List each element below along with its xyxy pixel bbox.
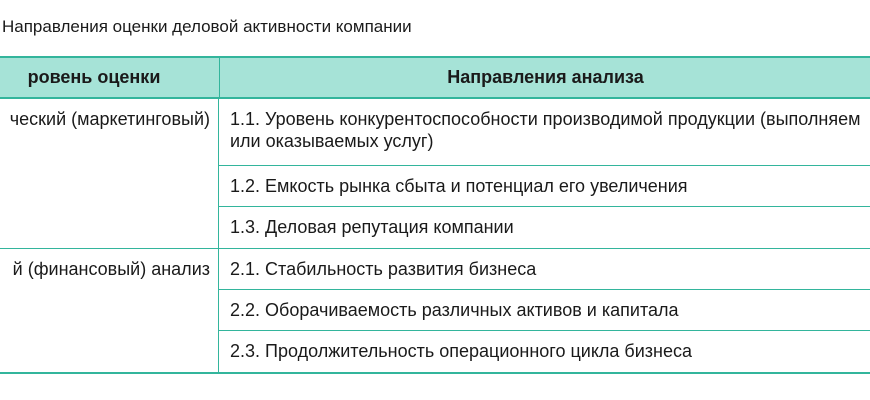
level-cell: [0, 99, 219, 248]
row-text: 2.1. Стабильность развития бизнеса: [230, 259, 537, 279]
table-header-row: [0, 56, 870, 99]
level-label: ческий (маркетинговый): [9, 109, 210, 129]
level-label: й (финансовый) анализ: [12, 259, 210, 279]
row-text-continuation: или оказываемых услуг): [230, 131, 434, 151]
table-row: [219, 207, 870, 248]
group-rows: [219, 249, 870, 372]
table-row: [219, 249, 870, 290]
table-row: [219, 331, 870, 372]
header-level: ровень оценки: [27, 67, 161, 87]
row-text: 2.2. Оборачиваемость различных активов и капитала: [230, 300, 679, 320]
group-rows: [219, 99, 870, 248]
row-text: 1.2. Емкость рынка сбыта и потенциал его увеличения: [230, 176, 688, 196]
table-row: [219, 290, 870, 331]
table-caption: Направления оценки деловой активности компании: [2, 17, 412, 36]
row-text: 1.3. Деловая репутация компании: [230, 217, 514, 237]
assessment-table: [0, 56, 870, 374]
table-row: [219, 99, 870, 166]
row-text: 2.3. Продолжительность операционного цикла бизнеса: [230, 341, 692, 361]
table-group-financial: [0, 249, 870, 374]
header-directions: Направления анализа: [219, 58, 870, 97]
level-cell: [0, 249, 219, 372]
table-row: [219, 166, 870, 207]
row-text: 1.1. Уровень конкурентоспособности производимой продукции (выполняем: [230, 109, 861, 129]
table-group-marketing: [0, 99, 870, 249]
